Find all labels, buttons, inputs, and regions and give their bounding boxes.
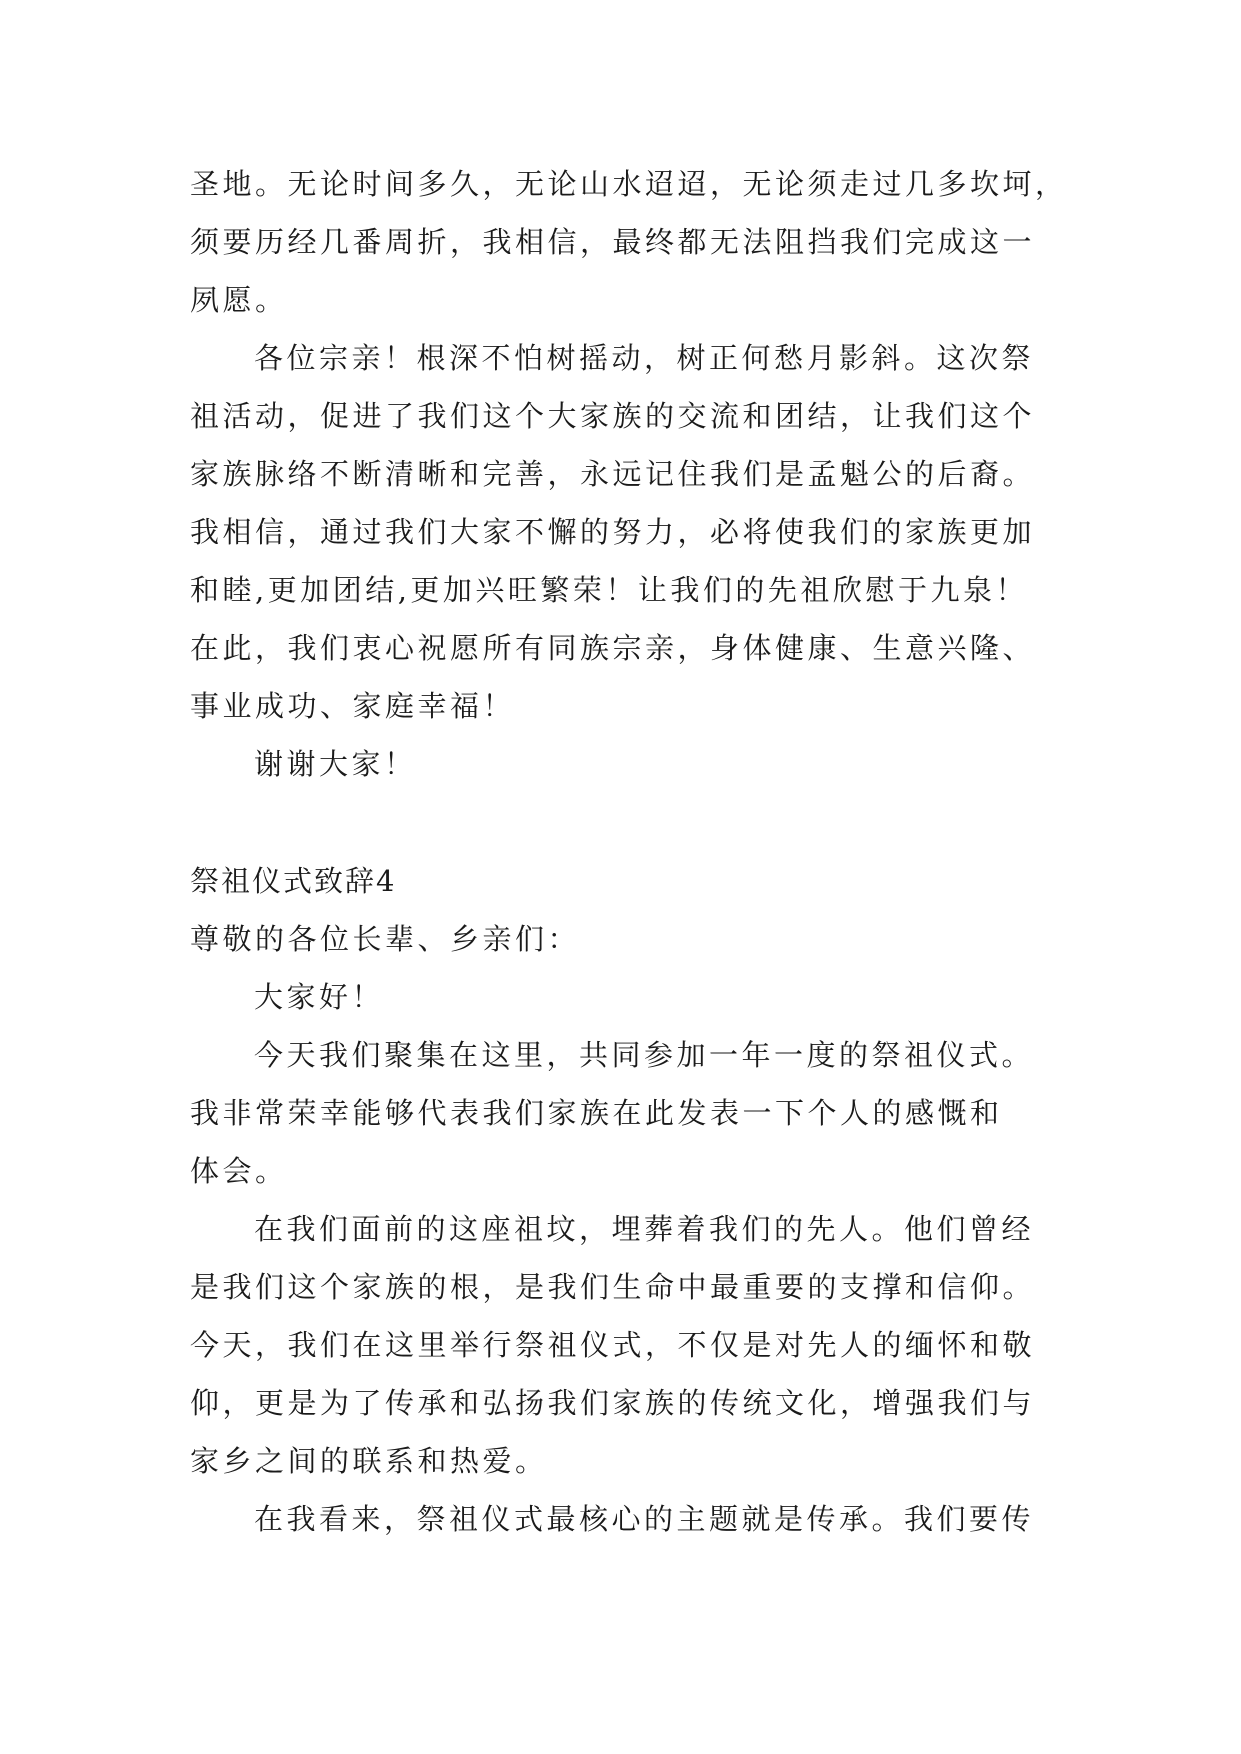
paragraph-start: 在我看来，祭祖仪式最核心的主题就是传承。我们要传 — [254, 1502, 1035, 1536]
salutation: 尊敬的各位长辈、乡亲们： — [190, 922, 581, 956]
section-heading: 祭祖仪式致辞4 — [190, 864, 397, 898]
text-line: 我相信，通过我们大家不懈的努力，必将使我们的家族更加 — [190, 515, 1036, 549]
text-line: 圣地。无论时间多久，无论山水迢迢，无论须走过几多坎坷， — [190, 167, 1068, 201]
text-line: 夙愿。 — [190, 283, 288, 317]
paragraph-start: 今天我们聚集在这里，共同参加一年一度的祭祖仪式。 — [254, 1038, 1035, 1072]
text-line: 体会。 — [190, 1154, 288, 1188]
greeting: 大家好！ — [254, 980, 385, 1014]
text-line: 家族脉络不断清晰和完善，永远记住我们是孟魁公的后裔。 — [190, 457, 1036, 491]
text-line: 须要历经几番周折，我相信，最终都无法阻挡我们完成这一 — [190, 225, 1036, 259]
paragraph-start: 各位宗亲！根深不怕树摇动，树正何愁月影斜。这次祭 — [254, 341, 1035, 375]
text-line: 今天，我们在这里举行祭祖仪式，不仅是对先人的缅怀和敬 — [190, 1328, 1036, 1362]
text-line: 仰，更是为了传承和弘扬我们家族的传统文化，增强我们与 — [190, 1386, 1036, 1420]
text-line: 在此，我们衷心祝愿所有同族宗亲，身体健康、生意兴隆、 — [190, 631, 1036, 665]
closing-thanks: 谢谢大家！ — [254, 747, 417, 781]
text-line: 家乡之间的联系和热爱。 — [190, 1444, 548, 1478]
paragraph-start: 在我们面前的这座祖坟，埋葬着我们的先人。他们曾经 — [254, 1212, 1035, 1246]
text-line: 事业成功、家庭幸福！ — [190, 689, 516, 723]
text-line: 祖活动，促进了我们这个大家族的交流和团结，让我们这个 — [190, 399, 1036, 433]
text-line: 是我们这个家族的根，是我们生命中最重要的支撑和信仰。 — [190, 1270, 1036, 1304]
text-line: 我非常荣幸能够代表我们家族在此发表一下个人的感慨和 — [190, 1096, 1003, 1130]
text-line: 和睦,更加团结,更加兴旺繁荣！让我们的先祖欣慰于九泉！ — [190, 573, 1028, 607]
